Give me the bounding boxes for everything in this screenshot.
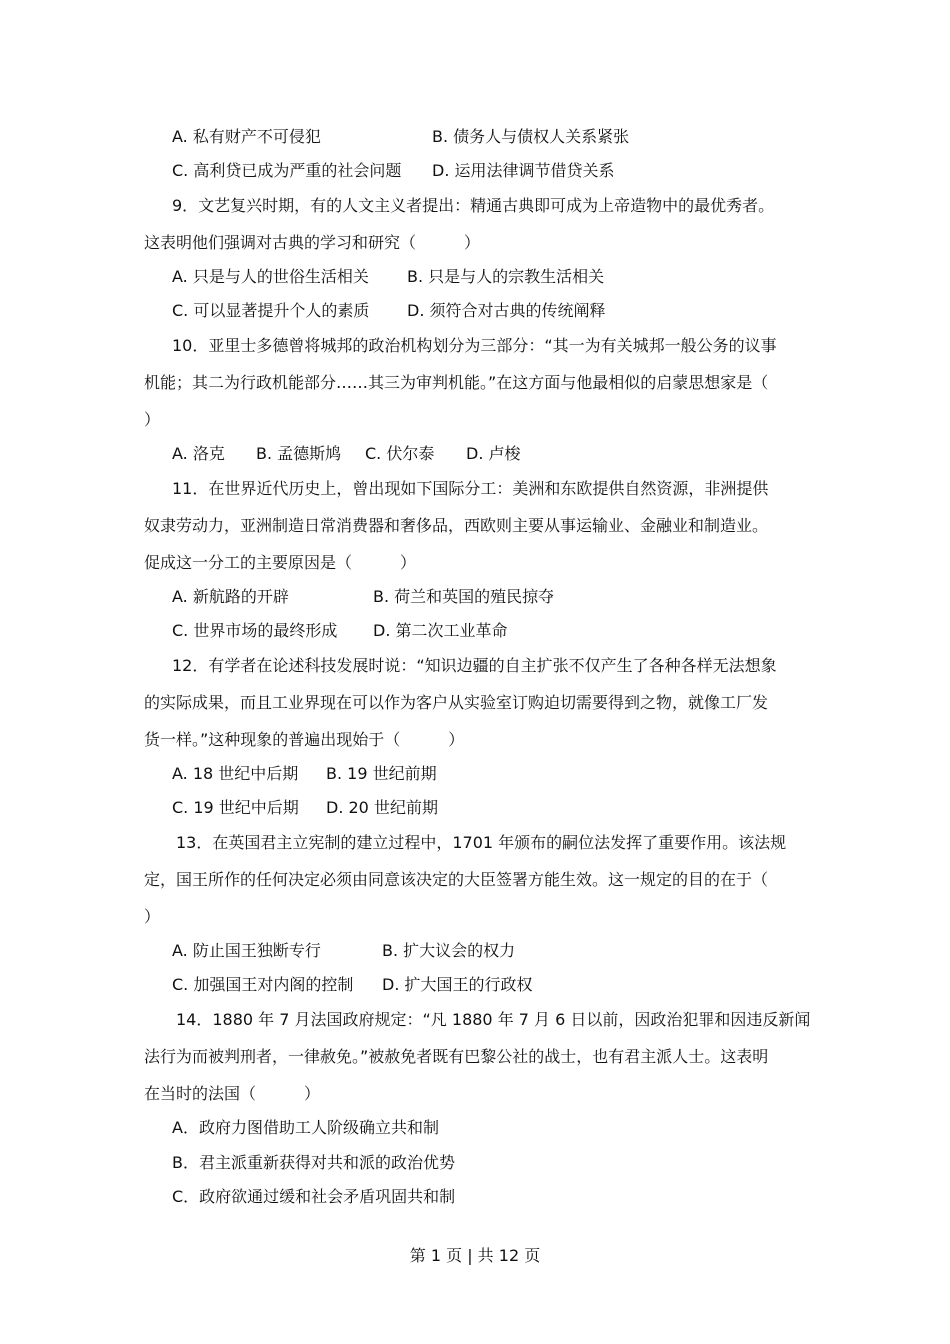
q12-stem-line1: 12．有学者在论述科技发展时说：“知识边疆的自主扩张不仅产生了各种各样无法想象 — [172, 656, 777, 675]
q9-stem-line2: 这表明他们强调对古典的学习和研究（ ） — [144, 233, 481, 252]
q12-stem-line3: 货一样。”这种现象的普遍出现始于（ ） — [144, 730, 465, 749]
q8-option-a: A. 私有财产不可侵犯 — [172, 127, 321, 146]
q11-option-b: B. 荷兰和英国的殖民掠夺 — [373, 587, 555, 606]
q13-stem-line3: ） — [144, 907, 161, 926]
q8-option-d: D. 运用法律调节借贷关系 — [432, 161, 615, 180]
q14-option-c: C．政府欲通过缓和社会矛盾巩固共和制 — [172, 1187, 456, 1206]
q9-stem-line1: 9．文艺复兴时期，有的人文主义者提出：精通古典即可成为上帝造物中的最优秀者。 — [172, 196, 775, 215]
q11-option-d: D. 第二次工业革命 — [373, 621, 508, 640]
q10-option-d: D. 卢梭 — [466, 444, 521, 463]
q13-option-d: D. 扩大国王的行政权 — [382, 975, 533, 994]
q13-stem-line2: 定，国王所作的任何决定必须由同意该决定的大臣签署方能生效。这一规定的目的在于（ — [144, 870, 769, 889]
q11-stem-line3: 促成这一分工的主要原因是（ ） — [144, 553, 417, 572]
q14-stem-line3: 在当时的法国（ ） — [144, 1084, 321, 1103]
q10-option-a: A. 洛克 — [172, 444, 225, 463]
q12-option-a: A. 18 世纪中后期 — [172, 764, 299, 783]
q13-option-a: A. 防止国王独断专行 — [172, 941, 321, 960]
q11-stem-line1: 11．在世界近代历史上，曾出现如下国际分工：美洲和东欧提供自然资源，非洲提供 — [172, 479, 769, 498]
q14-stem-line1: 14．1880 年 7 月法国政府规定：“凡 1880 年 7 月 6 日以前，因政治犯罪和因违反新闻 — [176, 1010, 811, 1029]
q14-option-a: A．政府力图借助工人阶级确立共和制 — [172, 1118, 439, 1137]
q13-option-b: B. 扩大议会的权力 — [382, 941, 516, 960]
q8-option-b: B. 债务人与债权人关系紧张 — [432, 127, 630, 146]
q12-option-d: D. 20 世纪前期 — [326, 798, 438, 817]
q12-stem-line2: 的实际成果，而且工业界现在可以作为客户从实验室订购迫切需要得到之物，就像工厂发 — [144, 693, 769, 712]
q11-stem-line2: 奴隶劳动力，亚洲制造日常消费器和奢侈品，西欧则主要从事运输业、金融业和制造业。 — [144, 516, 769, 535]
q14-option-b: B．君主派重新获得对共和派的政治优势 — [172, 1153, 455, 1172]
q12-option-b: B. 19 世纪前期 — [326, 764, 437, 783]
q8-option-c: C. 高利贷已成为严重的社会问题 — [172, 161, 402, 180]
q13-option-c: C. 加强国王对内阁的控制 — [172, 975, 354, 994]
page-footer: 第 1 页 | 共 12 页 — [409, 1246, 541, 1265]
q10-stem-line2: 机能；其二为行政机能部分……其三为审判机能。”在这方面与他最相似的启蒙思想家是（ — [144, 373, 769, 392]
q10-option-b: B. 孟德斯鸠 — [256, 444, 342, 463]
q11-option-c: C. 世界市场的最终形成 — [172, 621, 338, 640]
q10-stem-line1: 10．亚里士多德曾将城邦的政治机构划分为三部分：“其一为有关城邦一般公务的议事 — [172, 336, 777, 355]
q9-option-c: C. 可以显著提升个人的素质 — [172, 301, 370, 320]
q14-stem-line2: 法行为而被判刑者，一律赦免。”被赦免者既有巴黎公社的战士，也有君主派人士。这表明 — [144, 1047, 769, 1066]
q11-option-a: A. 新航路的开辟 — [172, 587, 289, 606]
q12-option-c: C. 19 世纪中后期 — [172, 798, 299, 817]
q9-option-a: A. 只是与人的世俗生活相关 — [172, 267, 369, 286]
q9-option-b: B. 只是与人的宗教生活相关 — [407, 267, 605, 286]
q9-option-d: D. 须符合对古典的传统阐释 — [407, 301, 606, 320]
q10-option-c: C. 伏尔泰 — [365, 444, 435, 463]
q10-stem-line3: ） — [144, 410, 161, 429]
q13-stem-line1: 13．在英国君主立宪制的建立过程中，1701 年颁布的嗣位法发挥了重要作用。该法规 — [176, 833, 787, 852]
